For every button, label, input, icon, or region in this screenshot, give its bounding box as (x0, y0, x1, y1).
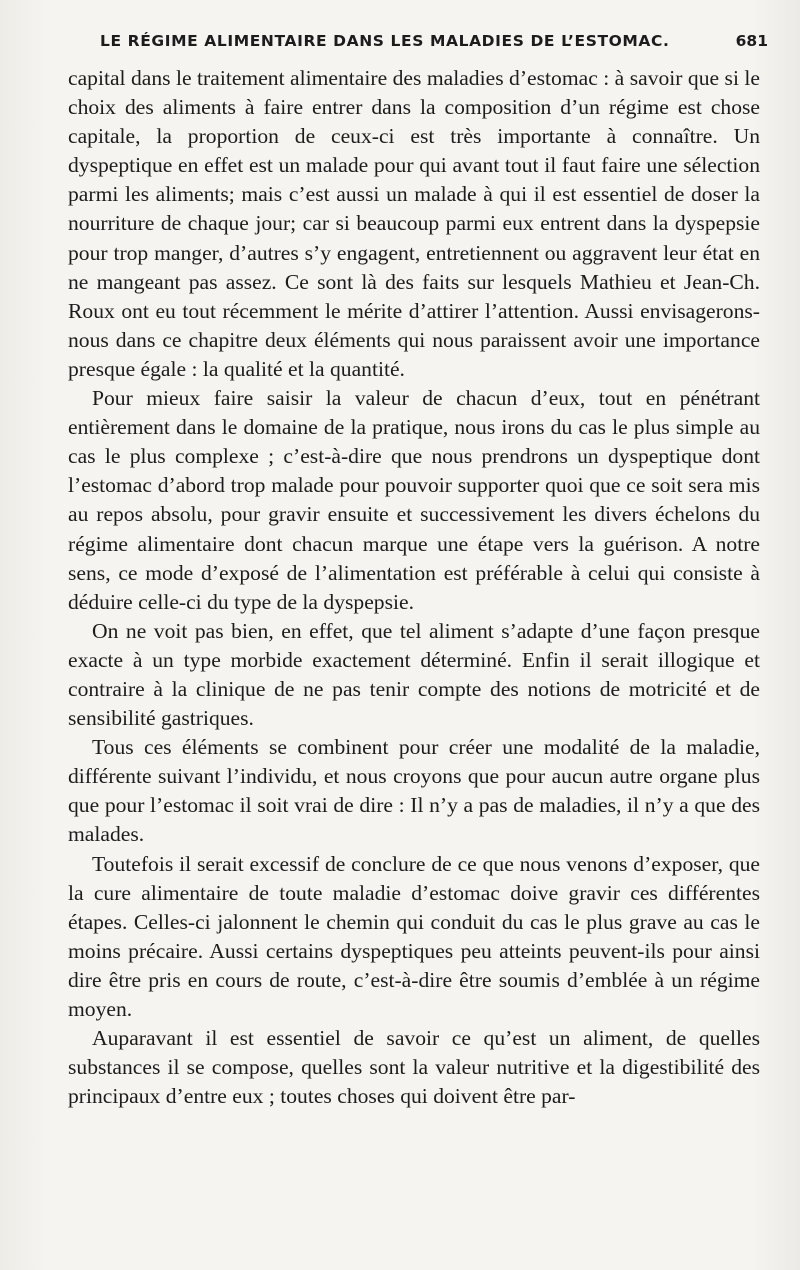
paragraph-6: Auparavant il est essentiel de savoir ce qu’est un aliment, de quelles substances il se compose, quelles sont la valeur nutritive et la digestibilité des principaux d’entre eux ; toutes choses qui doivent être par- (68, 1026, 760, 1109)
paragraph-3: On ne voit pas bien, en effet, que tel aliment s’adapte d’une façon presque exacte à un type morbide exactement déterminé. Enfin il serait illogique et contraire à la clinique de ne pas tenir compte des notions de motricité et de sensibilité gastriques. (68, 618, 760, 731)
page-number: 681 (735, 32, 768, 50)
running-header (100, 32, 768, 58)
paragraph-2: Pour mieux faire saisir la valeur de chacun d’eux, tout en pénétrant entièrement dans le domaine de la pratique, nous irons du cas le plus simple au cas le plus complexe ; c’est-à-dire que nous prendrons un dyspeptique dont l’estomac d’abord trop malade pour pouvoir supporter quoi que ce soit sera mis au repos absolu, pour gravir ensuite et successivement les divers échelons du régime alimentaire dont chacun marque une étape vers la guérison. A notre sens, ce mode d’exposé de l’alimentation est préférable à celui qui consiste à déduire celle-ci du type de la dyspepsie. (68, 386, 760, 614)
running-title: LE RÉGIME ALIMENTAIRE DANS LES MALADIES DE L’ESTOMAC. (100, 32, 670, 50)
paragraph-4: Tous ces éléments se combinent pour créer une modalité de la maladie, différente suivant l’individu, et nous croyons que pour aucun autre organe plus que pour l’estomac il soit vrai de dire : Il n’y a pas de maladies, il n’y a que des malades. (68, 735, 760, 847)
paragraph-1: capital dans le traitement alimentaire des maladies d’estomac : à savoir que si le choix des aliments à faire entrer dans la composition d’un régime est chose capitale, la proportion de ceux-ci est très importante à connaître. Un dyspeptique en effet est un malade pour qui avant tout il faut faire une sélection parmi les aliments; mais c’est aussi un malade à qui il est essentiel de doser la nourriture de chaque jour; car si beaucoup parmi eux entrent dans la dyspepsie pour trop manger, d’autres s’y engagent, entretiennent ou aggravent leur état en ne mangeant pas assez. Ce sont là des faits sur lesquels Mathieu et Jean-Ch. Roux ont eu tout récemment le mérite d’attirer l’attention. Aussi envisagerons-nous dans ce chapitre deux éléments qui nous paraissent avoir une importance presque égale : la qualité et la quantité. (68, 66, 760, 381)
body-text (68, 64, 760, 1111)
paragraph-5: Toutefois il serait excessif de conclure de ce que nous venons d’exposer, que la cure alimentaire de toute maladie d’estomac doive gravir ces différentes étapes. Celles-ci jalonnent le chemin qui conduit du cas le plus grave au cas le moins précaire. Aussi certains dyspeptiques peu atteints peuvent-ils pour ainsi dire être pris en cours de route, c’est-à-dire être soumis d’emblée à un régime moyen. (68, 851, 760, 1021)
